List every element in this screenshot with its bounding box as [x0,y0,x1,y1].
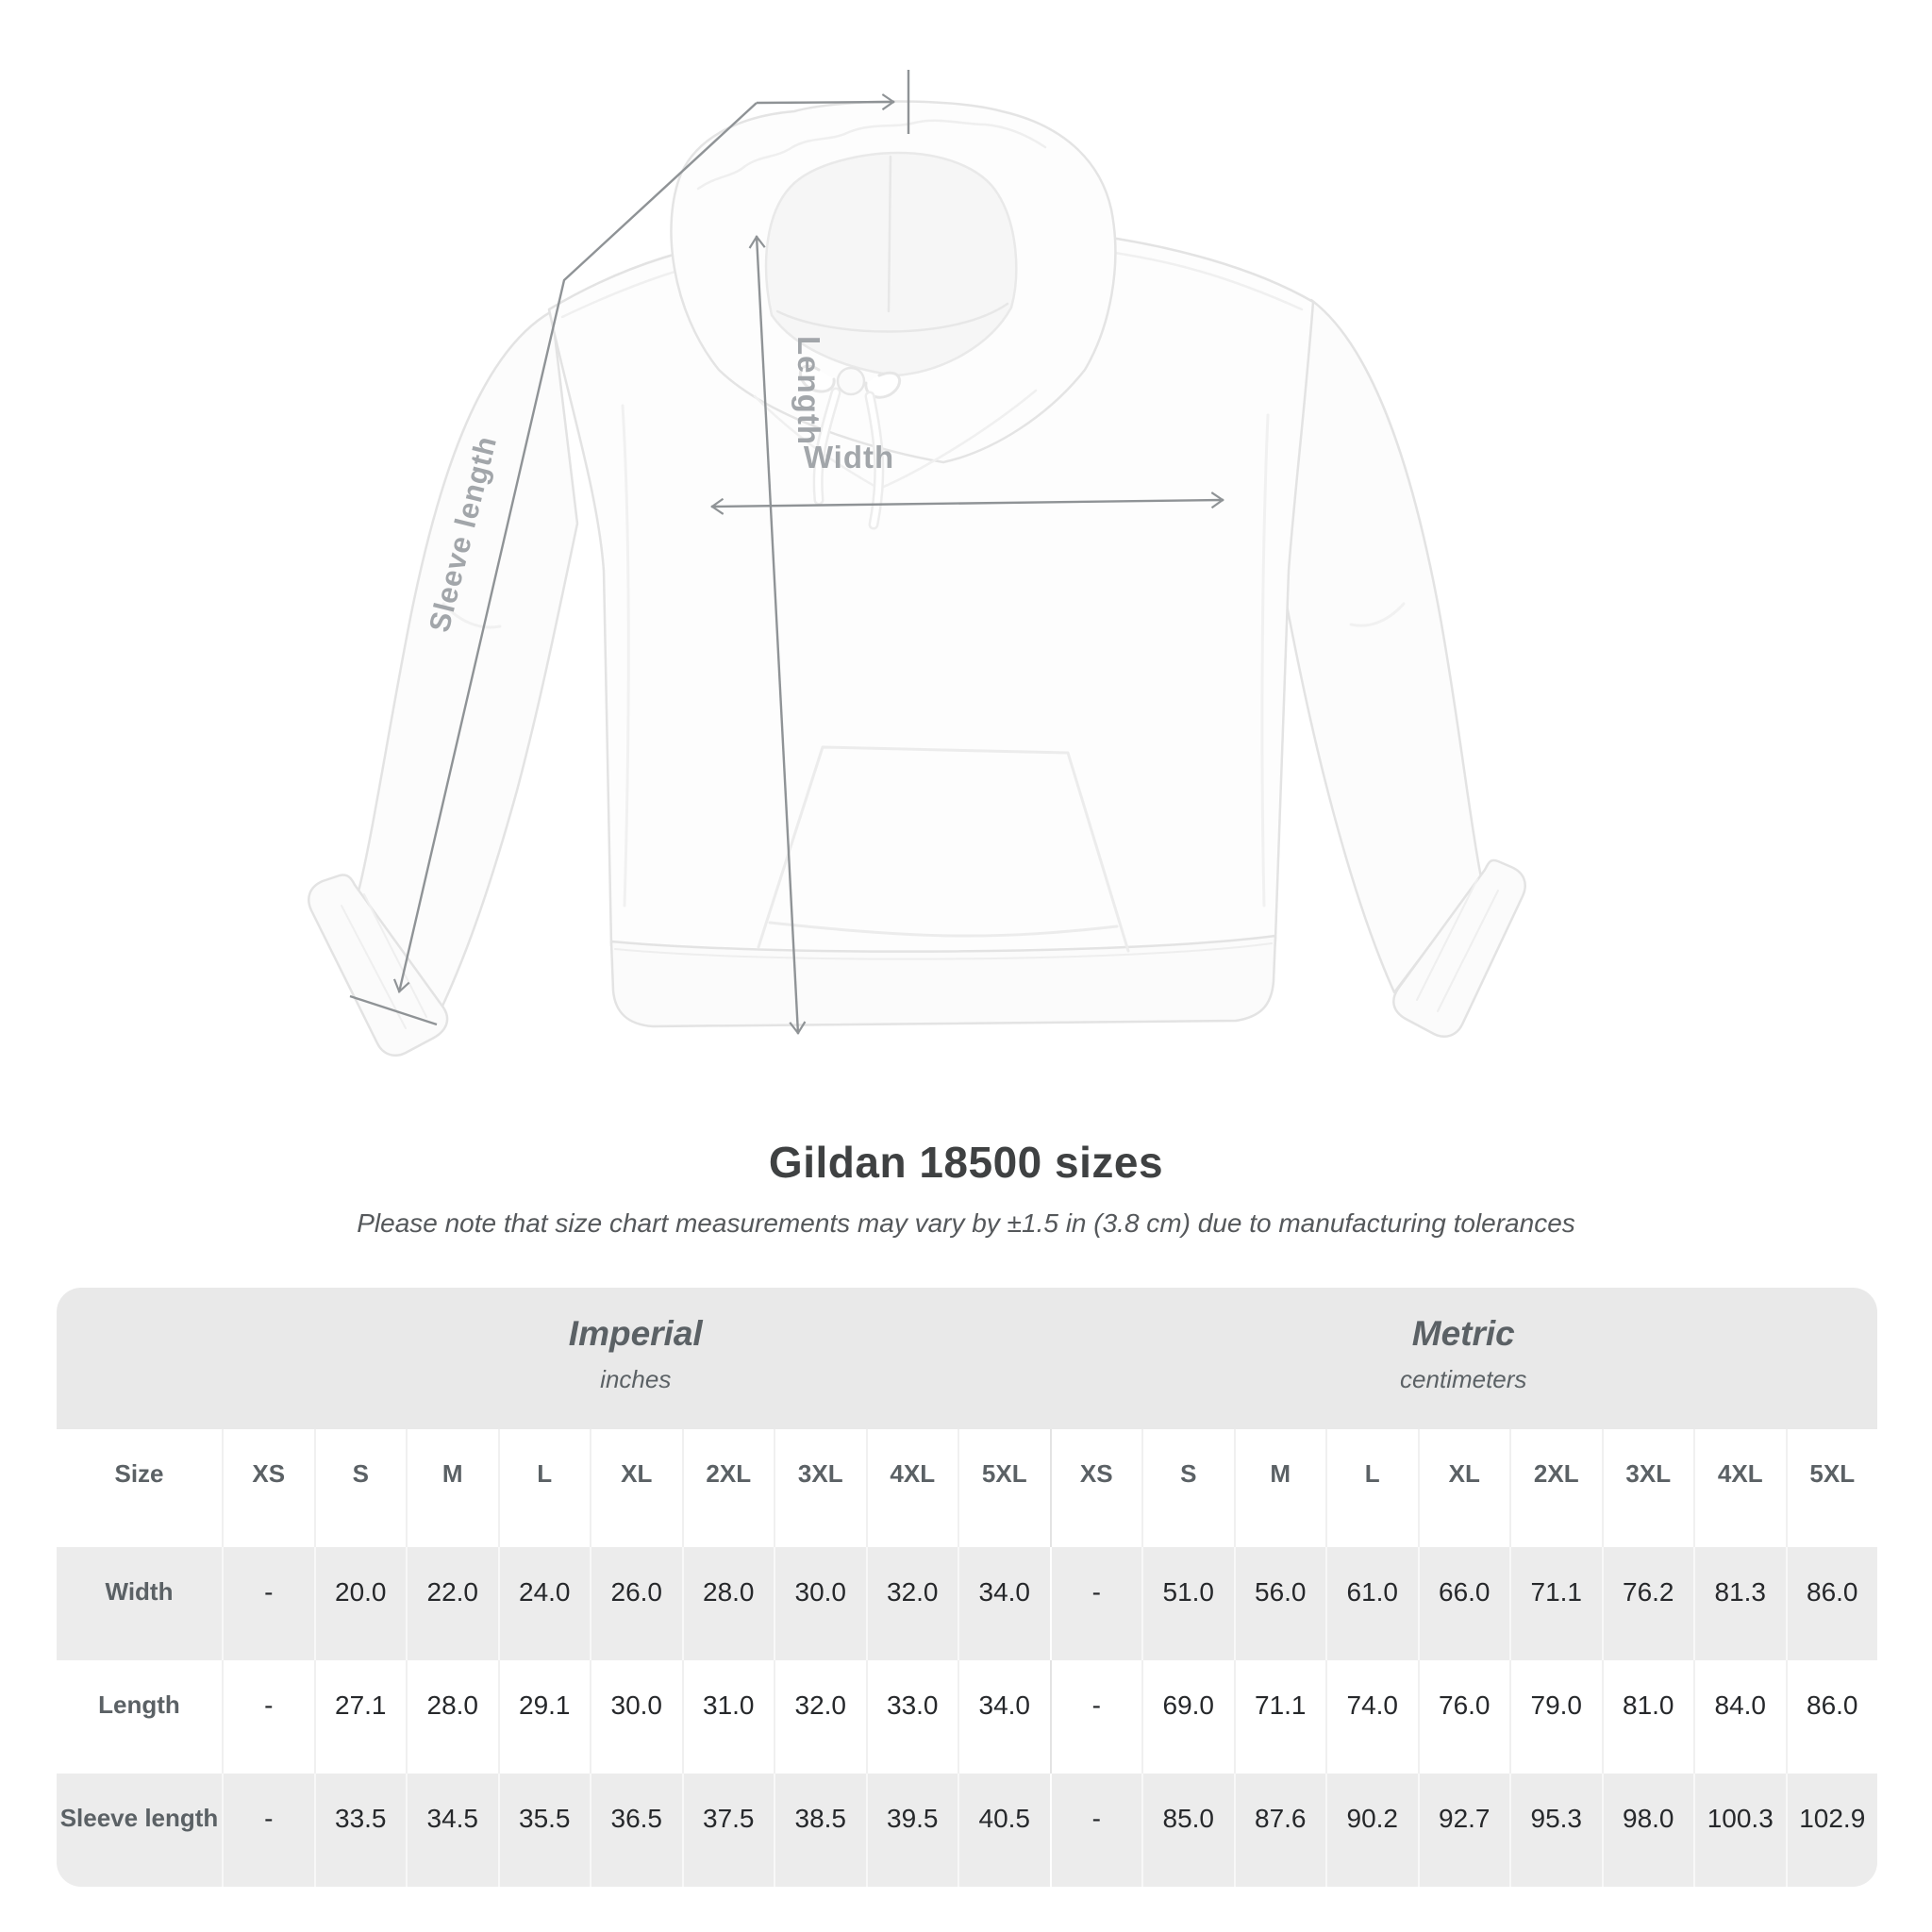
imperial-value-cell: 38.5 [774,1774,866,1887]
imperial-value-cell: 34.5 [406,1774,498,1887]
metric-value-cell: 84.0 [1693,1660,1786,1774]
metric-value-cell: - [1050,1547,1142,1660]
size-header-metric: 2XL [1509,1429,1602,1547]
metric-value-cell: - [1050,1774,1142,1887]
measurement-row-label: Length [57,1660,222,1774]
imperial-value-cell: 30.0 [774,1547,866,1660]
page-subtitle: Please note that size chart measurements may vary by ±1.5 in (3.8 cm) due to manufacturing tolerances [357,1208,1575,1238]
metric-value-cell: 71.1 [1509,1547,1602,1660]
size-header-imperial: M [406,1429,498,1547]
metric-value-cell: 90.2 [1325,1774,1418,1887]
imperial-value-cell: 40.5 [958,1774,1050,1887]
size-header-imperial: 4XL [866,1429,958,1547]
imperial-value-cell: 24.0 [498,1547,591,1660]
sleeve-length-cuff-tick [350,996,437,1024]
imperial-value-cell: 30.0 [590,1660,682,1774]
metric-value-cell: 86.0 [1786,1660,1878,1774]
metric-value-cell: 76.0 [1418,1660,1510,1774]
metric-value-cell: 81.3 [1693,1547,1786,1660]
metric-unit-group [1050,1288,1878,1429]
size-header-metric: 4XL [1693,1429,1786,1547]
metric-value-cell: - [1050,1660,1142,1774]
metric-value-cell: 81.0 [1602,1660,1694,1774]
size-header-imperial: XS [222,1429,314,1547]
width-arrow [711,500,1224,507]
metric-value-cell: 102.9 [1786,1774,1878,1887]
imperial-value-cell: 39.5 [866,1774,958,1887]
imperial-value-cell: 28.0 [682,1547,774,1660]
size-header-metric: XS [1050,1429,1142,1547]
imperial-value-cell: 29.1 [498,1660,591,1774]
metric-value-cell: 69.0 [1141,1660,1234,1774]
size-table-grid [57,1429,1877,1887]
metric-value-cell: 87.6 [1234,1774,1326,1887]
metric-value-cell: 56.0 [1234,1547,1326,1660]
metric-value-cell: 95.3 [1509,1774,1602,1887]
size-table [57,1288,1877,1887]
metric-value-cell: 100.3 [1693,1774,1786,1887]
imperial-value-cell: 32.0 [774,1660,866,1774]
size-header-metric: 5XL [1786,1429,1878,1547]
measurement-row-label: Sleeve length [57,1774,222,1887]
metric-value-cell: 85.0 [1141,1774,1234,1887]
metric-value-cell: 76.2 [1602,1547,1694,1660]
metric-group-label: Metric [1411,1314,1515,1353]
size-header-imperial: S [314,1429,407,1547]
width-dimension-label: Width [803,440,895,475]
size-header-imperial: 3XL [774,1429,866,1547]
imperial-value-cell: 22.0 [406,1547,498,1660]
size-header-metric: XL [1418,1429,1510,1547]
unit-header-band [57,1288,1877,1429]
size-column-header: Size [57,1429,222,1547]
sleeve-length-arrow [757,102,894,103]
heading-block [0,1137,1932,1239]
imperial-value-cell: 20.0 [314,1547,407,1660]
imperial-group-label: Imperial [568,1314,703,1353]
metric-value-cell: 66.0 [1418,1547,1510,1660]
metric-value-cell: 51.0 [1141,1547,1234,1660]
imperial-value-cell: 34.0 [958,1547,1050,1660]
imperial-value-cell: 32.0 [866,1547,958,1660]
imperial-value-cell: 33.0 [866,1660,958,1774]
imperial-value-cell: 31.0 [682,1660,774,1774]
imperial-value-cell: 36.5 [590,1774,682,1887]
imperial-value-cell: 33.5 [314,1774,407,1887]
imperial-value-cell: - [222,1774,314,1887]
imperial-value-cell: - [222,1547,314,1660]
imperial-value-cell: - [222,1660,314,1774]
size-header-metric: 3XL [1602,1429,1694,1547]
metric-value-cell: 71.1 [1234,1660,1326,1774]
metric-group-sublabel: centimeters [1400,1365,1527,1393]
imperial-value-cell: 34.0 [958,1660,1050,1774]
metric-value-cell: 74.0 [1325,1660,1418,1774]
sleeve-length-dimension-label: Sleeve length [422,432,504,636]
metric-value-cell: 98.0 [1602,1774,1694,1887]
size-header-imperial: 5XL [958,1429,1050,1547]
measurement-row-label: Width [57,1547,222,1660]
imperial-value-cell: 28.0 [406,1660,498,1774]
size-header-metric: S [1141,1429,1234,1547]
imperial-value-cell: 26.0 [590,1547,682,1660]
imperial-unit-group [222,1288,1050,1429]
imperial-group-sublabel: inches [600,1365,672,1393]
size-header-metric: L [1325,1429,1418,1547]
metric-value-cell: 61.0 [1325,1547,1418,1660]
size-header-imperial: 2XL [682,1429,774,1547]
length-dimension-label: Length [791,336,826,445]
imperial-value-cell: 27.1 [314,1660,407,1774]
size-header-metric: M [1234,1429,1326,1547]
page-title: Gildan 18500 sizes [768,1138,1164,1187]
size-header-imperial: XL [590,1429,682,1547]
size-header-imperial: L [498,1429,591,1547]
metric-value-cell: 79.0 [1509,1660,1602,1774]
metric-value-cell: 86.0 [1786,1547,1878,1660]
imperial-value-cell: 35.5 [498,1774,591,1887]
metric-value-cell: 92.7 [1418,1774,1510,1887]
imperial-value-cell: 37.5 [682,1774,774,1887]
